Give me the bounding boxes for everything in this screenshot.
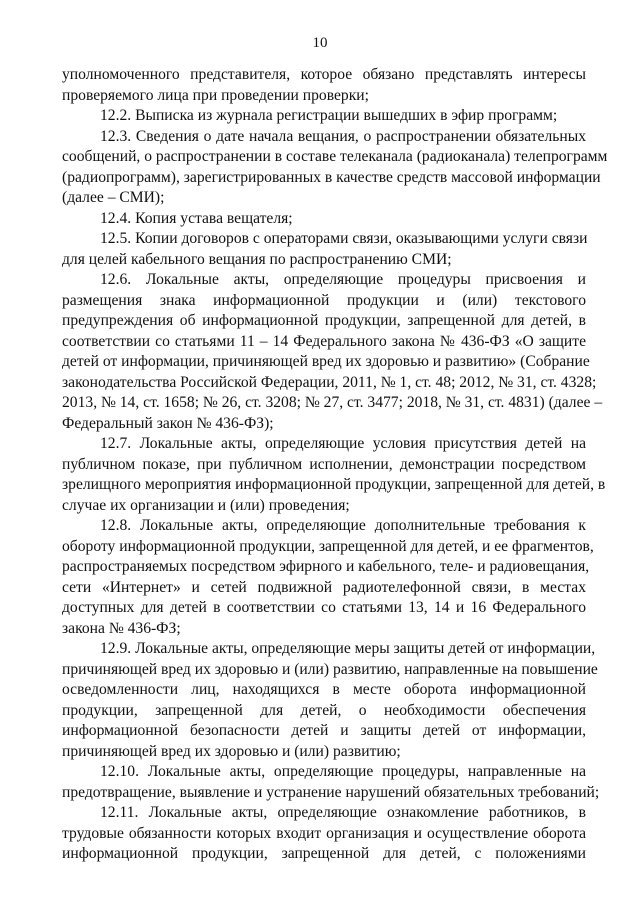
text-line: осведомленности лиц, находящихся в месте оборота информационной (62, 681, 586, 698)
text-line: доступных для детей в соответствии со статьями 13, 14 и 16 Федерального (62, 599, 586, 616)
paragraph-p-12-6 (62, 270, 603, 434)
text-line: (далее – СМИ); (62, 189, 165, 206)
text-line: обороту информационной продукции, запрещенной для детей, и ее фрагментов, (62, 537, 594, 555)
paragraph-p-12-11 (62, 803, 586, 865)
paragraph-p-12-3 (62, 127, 608, 209)
text-line: распространяемых посредством эфирного и кабельного, теле- и радиовещания, (62, 558, 590, 575)
text-line: размещения знака информационной продукции и (или) текстового (62, 291, 586, 309)
text-line: публичном показе, при публичном исполнении, демонстрации посредством (62, 455, 586, 473)
text-line: 12.4. Копия устава вещателя; (100, 209, 293, 227)
text-line: информационной безопасности детей и защиты детей от информации, (62, 722, 586, 739)
text-line: законодательства Российской Федерации, 2011, № 1, ст. 48; 2012, № 31, ст. 4328; (62, 373, 597, 391)
paragraph-p-12-4 (62, 209, 586, 230)
text-line: соответствии со статьями 11 – 14 Федерального закона № 436-ФЗ «О защите (62, 332, 586, 350)
text-line: 12.2. Выписка из журнала регистрации вышедших в эфир программ; (100, 107, 558, 124)
text-line: зрелищного мероприятия информационной продукции, запрещенной для детей, в (62, 476, 606, 493)
paragraph-p-12-5 (62, 229, 586, 270)
text-line: 12.11. Локальные акты, определяющие ознакомление работников, в (100, 804, 586, 821)
text-line: 12.10. Локальные акты, определяющие процедуры, направленные на (100, 763, 586, 780)
text-line: для целей кабельного вещания по распространению СМИ; (62, 250, 452, 268)
text-line: предотвращение, выявление и устранение нарушений обязательных требований; (62, 783, 600, 801)
paragraph-p-12-8 (62, 516, 594, 639)
text-line: продукции, запрещенной для детей, о необходимости обеспечения (62, 701, 586, 719)
paragraph-p-12-2 (62, 106, 586, 127)
text-line: предупреждения об информационной продукции, запрещенной для детей, в (62, 312, 586, 329)
text-line: уполномоченного представителя, которое обязано представлять интересы (62, 66, 586, 83)
text-line: 12.3. Сведения о дате начала вещания, о распространении обязательных (100, 127, 586, 145)
paragraph-p-12-7 (62, 434, 606, 516)
text-line: Федеральный закон № 436-ФЗ); (62, 414, 274, 432)
text-line: причиняющей вред их здоровью и (или) развитию; (62, 742, 401, 760)
text-line: 2013, № 14, ст. 1658; № 26, ст. 3208; № 27, ст. 3477; 2018, № 31, ст. 4831) (далее – (62, 394, 603, 411)
text-line: проверяемого лица при проведении проверки; (62, 86, 369, 104)
text-line: случае их организации и (или) проведения; (62, 496, 350, 514)
paragraph-p-12-9 (62, 639, 598, 762)
paragraph-p-cont (62, 65, 586, 106)
text-line: 12.5. Копии договоров с операторами связи, оказывающими услуги связи (100, 230, 588, 247)
text-line: (радиопрограмм), зарегистрированных в качестве средств массовой информации (62, 168, 601, 186)
text-line: 12.7. Локальные акты, определяющие условия присутствия детей на (100, 435, 586, 452)
paragraph-p-12-10 (62, 762, 600, 803)
page-number: 10 (312, 35, 328, 51)
text-line: закона № 436-ФЗ; (62, 619, 181, 637)
text-line: детей от информации, причиняющей вред их здоровью и развитию» (Собрание (62, 353, 590, 370)
text-line: трудовые обязанности которых входит организация и осуществление оборота (62, 824, 586, 842)
text-line: информационной продукции, запрещенной для детей, с положениями (62, 845, 586, 862)
text-line: причиняющей вред их здоровью и (или) развитию, направленные на повышение (62, 660, 598, 678)
text-line: 12.8. Локальные акты, определяющие дополнительные требования к (100, 517, 586, 534)
text-line: 12.9. Локальные акты, определяющие меры защиты детей от информации, (100, 640, 596, 657)
document-body (62, 65, 608, 865)
text-line: сообщений, о распространении в составе телеканала (радиоканала) телепрограмм (62, 148, 608, 165)
text-line: 12.6. Локальные акты, определяющие процедуры присвоения и (100, 271, 586, 288)
text-line: сети «Интернет» и сетей подвижной радиотелефонной связи, в местах (62, 578, 586, 596)
